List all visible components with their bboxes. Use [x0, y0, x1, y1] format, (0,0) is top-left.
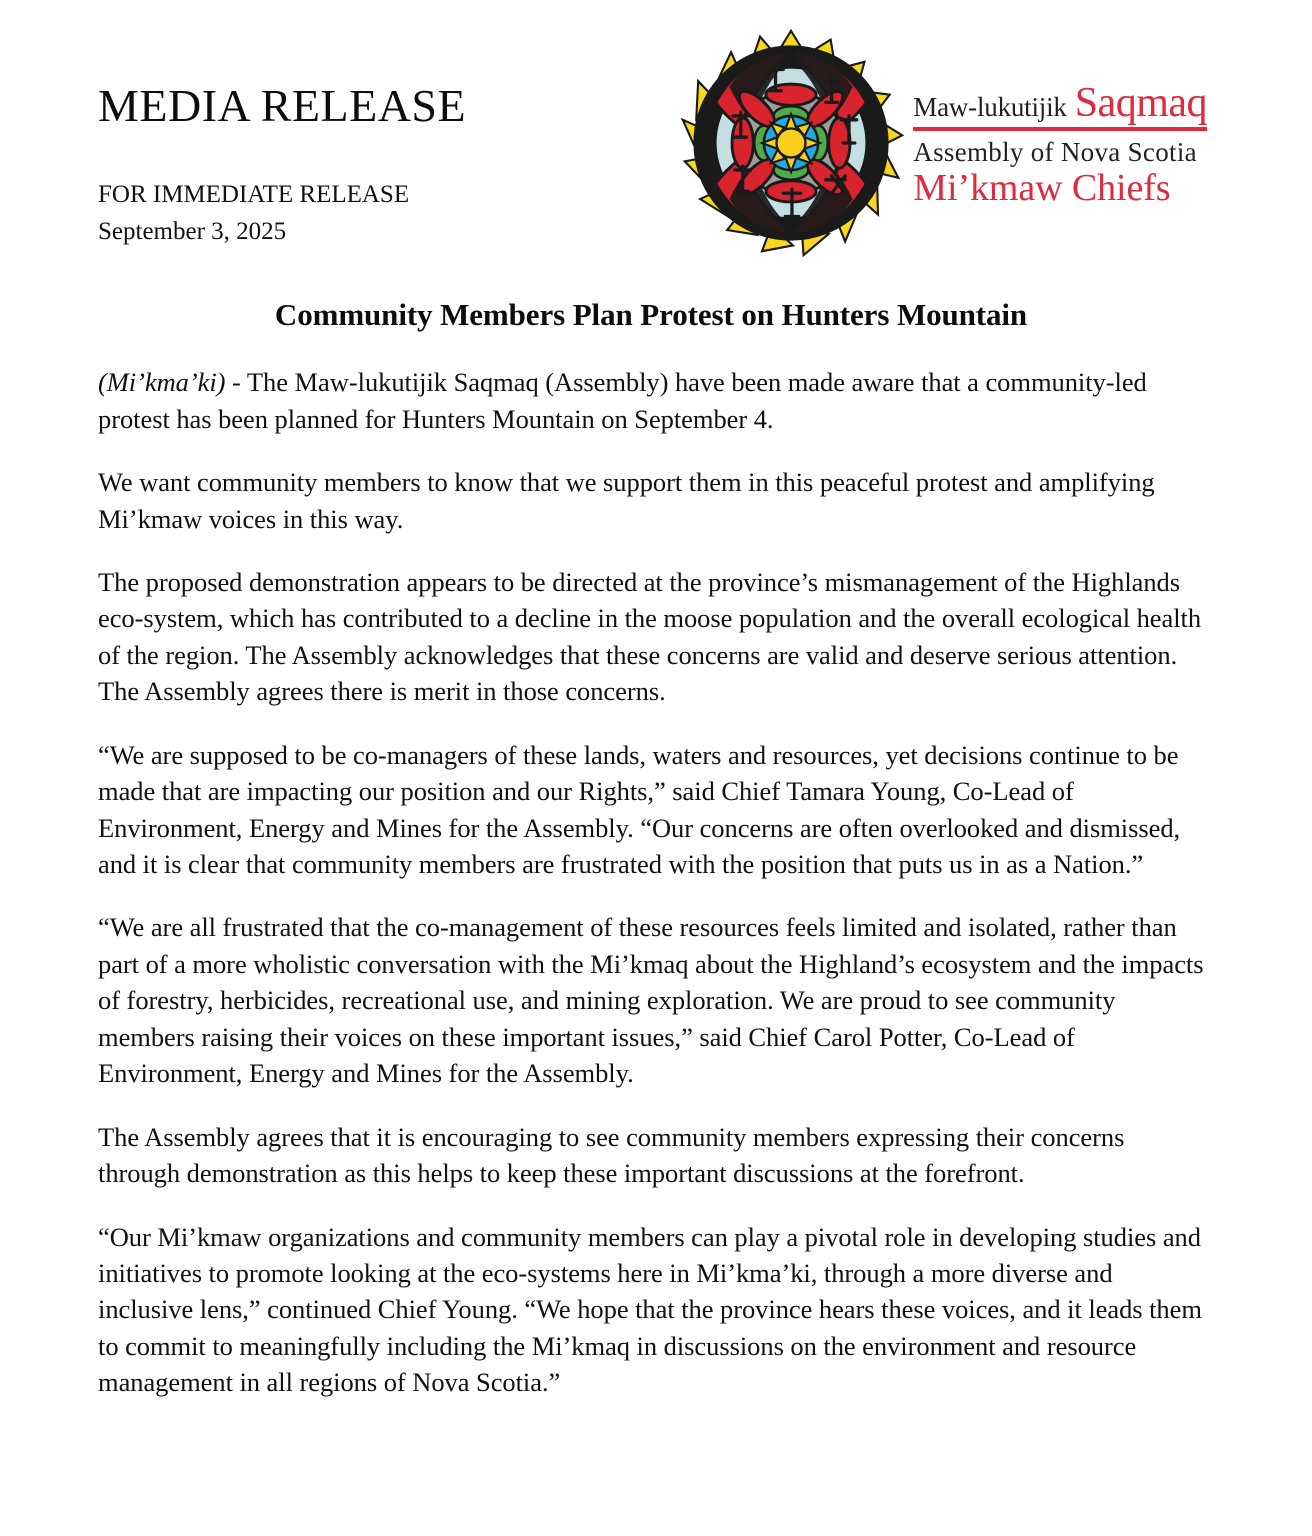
page-title: MEDIA RELEASE: [98, 80, 467, 131]
logo-wordmark: [913, 78, 1207, 209]
wordmark-line-1: [913, 79, 1207, 126]
article-paragraph-quote-young: “We are supposed to be co-managers of these lands, waters and resources, yet decisions continue to be made that are impacting our position and our Rights,” said Chief Tamara Young, Co-Lead of Environment, Energy and Mines for the Assembly. “Our concerns are often overlooked and dismissed, and it is clear that community members are frustrated with the position that puts us in as a Nation.”: [98, 739, 1181, 879]
organization-logo: [675, 0, 1207, 262]
article-paragraph-2: The proposed demonstration appears to be directed at the province’s mismanagement of the Highlands eco-system, which has contributed to a decline in the moose population and the overall ecological health of the region. The Assembly acknowledges that these concerns are valid and deserve serious attention. The Assembly agrees there is merit in those concerns.: [98, 566, 1202, 707]
wordmark-mikmaw-chiefs: Mi’kmaw Chiefs: [913, 167, 1171, 210]
article-paragraph-1: We want community members to know that we support them in this peaceful protest and amplifying Mi’kmaw voices in this way.: [98, 467, 1155, 534]
release-date: September 3, 2025: [98, 217, 287, 245]
wordmark-maw-lukutijik: Maw-lukutijik: [913, 91, 1067, 122]
mikmaw-star-emblem-icon: [675, 24, 907, 262]
dateline-location: (Mi’kma’ki): [98, 367, 226, 398]
wordmark-red-rule: [913, 127, 1207, 131]
wordmark-saqmaq: Saqmaq: [1074, 79, 1207, 126]
article-paragraph-quote-potter: “We are all frustrated that the co-management of these resources feels limited and isolated, rather than part of a more wholistic conversation with the Mi’kmaq about the Highland’s ecosystem and the impacts of forestry, herbicides, recreational use, and mining exploration. We are proud to see community members raising their voices on these important issues,” said Chief Carol Potter, Co-Lead of Environment, Energy and Mines for the Assembly.: [98, 912, 1204, 1089]
article-lede-paragraph: [98, 364, 1204, 437]
document-header: [0, 0, 1312, 280]
article-body: [0, 296, 1312, 1401]
wordmark-assembly-of-nova-scotia: Assembly of Nova Scotia: [913, 136, 1197, 167]
article-headline: Community Members Plan Protest on Hunters Mountain: [274, 297, 1028, 332]
article-paragraph-quote-young-2: “Our Mi’kmaw organizations and community members can play a pivotal role in developing studies and initiatives to promote looking at the eco-systems here in Mi’kma’ki, through a more diverse and inclusive lens,” continued Chief Young. “We hope that the province hears these voices, and it leads them to commit to meaningfully including the Mi’kmaq in discussions on the environment and resource management in all regions of Nova Scotia.”: [98, 1221, 1202, 1398]
lede-text: - The Maw-lukutijik Saqmaq (Assembly) have been made aware that a community-led protest has been planned for Hunters Mountain on September 4.: [98, 367, 1147, 434]
release-notice: FOR IMMEDIATE RELEASE: [98, 181, 410, 209]
header-left-column: [98, 0, 466, 248]
article-paragraph-5: The Assembly agrees that it is encouraging to see community members expressing their concerns through demonstration as this helps to keep these important discussions at the forefront.: [98, 1121, 1125, 1189]
